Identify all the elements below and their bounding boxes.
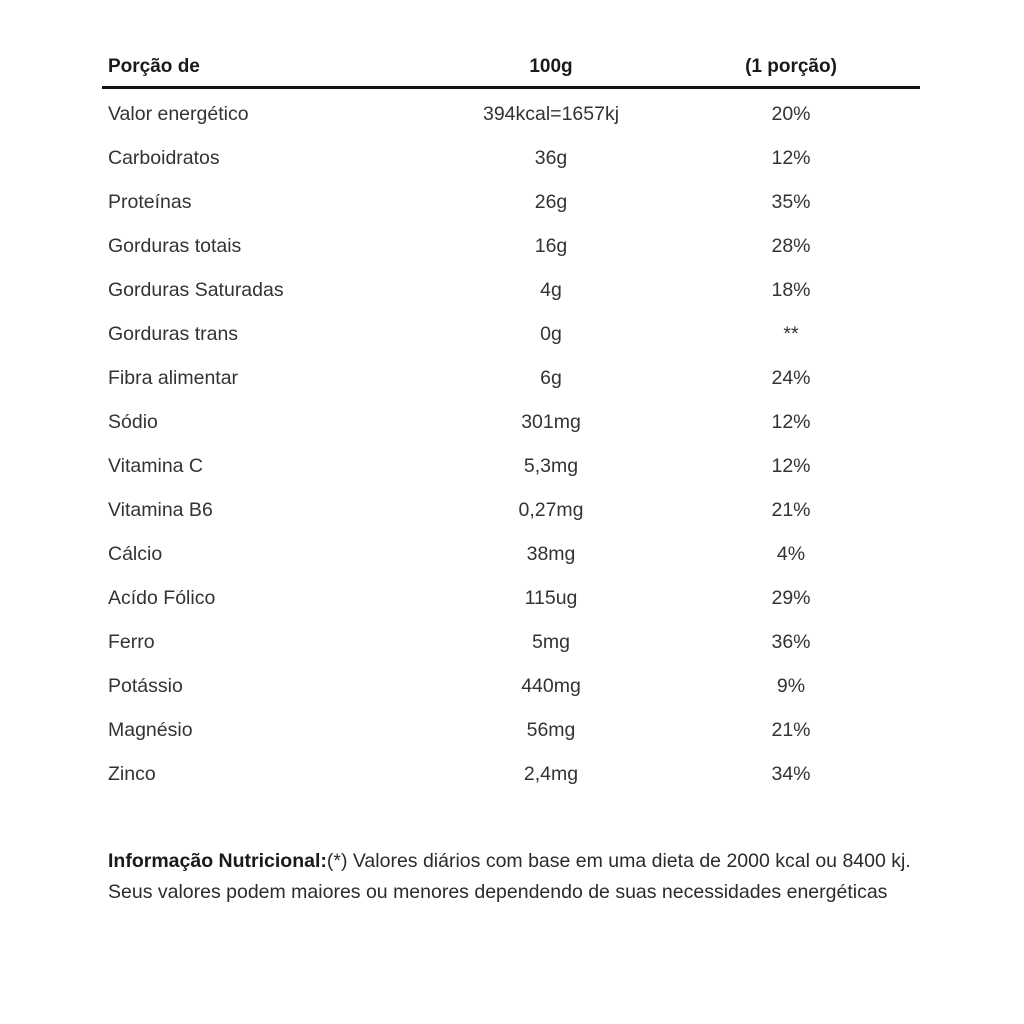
nutrient-amount: 2,4mg (523, 762, 579, 785)
nutrient-daily-value: 21% (771, 718, 811, 741)
table-row (102, 180, 920, 224)
table-row (102, 136, 920, 180)
table-row (102, 92, 920, 136)
table-row (102, 532, 920, 576)
nutrient-daily-value: 36% (771, 630, 811, 653)
table-row (102, 488, 920, 532)
nutrient-name: Magnésio (108, 718, 193, 741)
table-row (102, 400, 920, 444)
nutrient-amount: 4g (540, 278, 562, 301)
table-row (102, 576, 920, 620)
nutrient-amount: 5mg (532, 630, 570, 653)
table-row (102, 708, 920, 752)
nutrient-daily-value: 34% (771, 762, 811, 785)
nutrient-amount: 36g (534, 146, 568, 169)
table-row (102, 620, 920, 664)
nutrient-name: Carboidratos (108, 146, 220, 169)
nutrient-daily-value: 24% (771, 366, 811, 389)
nutrient-name: Vitamina C (108, 454, 204, 477)
nutrient-amount: 38mg (526, 542, 576, 565)
nutrient-amount: 115ug (524, 586, 578, 609)
nutrient-name: Ferro (108, 630, 155, 653)
nutrient-name: Acído Fólico (108, 586, 216, 609)
nutrient-amount: 301mg (521, 410, 581, 433)
table-row (102, 752, 920, 796)
nutrient-daily-value: 4% (776, 542, 806, 565)
nutrient-name: Fibra alimentar (108, 366, 239, 389)
nutrient-amount: 440mg (521, 674, 581, 697)
nutrient-amount: 56mg (526, 718, 576, 741)
nutrient-amount: 5,3mg (523, 454, 579, 477)
nutrient-name: Cálcio (108, 542, 163, 565)
table-row (102, 268, 920, 312)
footnote-text: (*) Valores diários com base em uma dieta de 2000 kcal ou 8400 kj. Seus valores podem maiores ou menores dependendo de suas necessidades energéticas (108, 850, 911, 903)
nutrient-name: Sódio (108, 410, 158, 433)
footnote-label: Informação Nutricional: (108, 850, 327, 872)
nutrient-name: Zinco (108, 762, 156, 785)
table-row (102, 444, 920, 488)
nutrient-daily-value: 12% (771, 146, 811, 169)
nutrient-name: Gorduras trans (108, 322, 239, 345)
nutrient-daily-value: 35% (771, 190, 811, 213)
nutrient-name: Valor energético (108, 102, 249, 125)
nutrition-table (102, 48, 920, 796)
nutrient-daily-value: 18% (771, 278, 811, 301)
nutrient-amount: 0g (540, 322, 562, 345)
nutrient-daily-value: 9% (776, 674, 806, 697)
table-row (102, 664, 920, 708)
nutrient-daily-value: 28% (771, 234, 811, 257)
table-header (102, 48, 920, 89)
nutrient-name: Vitamina B6 (108, 498, 213, 521)
nutrient-amount: 6g (540, 366, 562, 389)
header-amount: 100g (529, 56, 573, 77)
nutrient-amount: 394kcal=1657kj (482, 102, 620, 125)
nutrient-daily-value: 12% (771, 410, 811, 433)
nutrition-footnote (108, 846, 918, 908)
nutrient-amount: 0,27mg (518, 498, 584, 521)
nutrient-daily-value: 12% (771, 454, 811, 477)
nutrient-daily-value: ** (783, 322, 799, 345)
table-row (102, 356, 920, 400)
table-row (102, 224, 920, 268)
table-body (102, 89, 920, 796)
header-daily-value: (1 porção) (745, 56, 837, 77)
header-portion-label: Porção de (108, 56, 200, 77)
nutrient-name: Proteínas (108, 190, 192, 213)
nutrient-daily-value: 20% (771, 102, 811, 125)
nutrient-amount: 16g (534, 234, 568, 257)
nutrient-amount: 26g (534, 190, 568, 213)
nutrient-name: Potássio (108, 674, 183, 697)
nutrient-name: Gorduras Saturadas (108, 278, 284, 301)
table-row (102, 312, 920, 356)
nutrient-name: Gorduras totais (108, 234, 242, 257)
nutrient-daily-value: 29% (771, 586, 811, 609)
nutrient-daily-value: 21% (771, 498, 811, 521)
